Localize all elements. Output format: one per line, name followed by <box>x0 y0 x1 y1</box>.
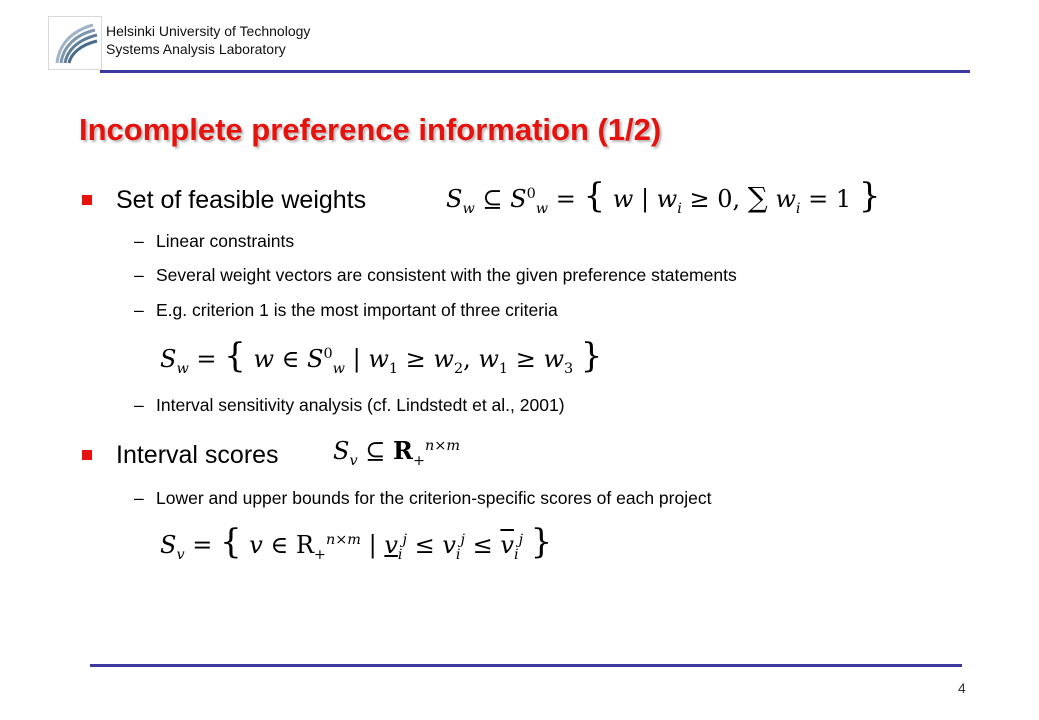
university-logo <box>48 16 102 70</box>
bullet-set-of-feasible-weights: Set of feasible weights <box>116 186 367 214</box>
criterion-example-formula: $S_w$ = { w ∈ $S^0_w$ | $w_1 \ge w_2$, $w_1 \ge w_3$ } <box>160 336 603 377</box>
subitem-lower-upper-bounds: – Lower and upper bounds for the criterion-specific scores of each project <box>134 488 712 508</box>
score-bounds-formula: $S_v$ = { v ∈ $R_+^{n\times m}$ | $v_i^j \le v_i^j \le \overline{v}_i^j$ } <box>160 522 553 563</box>
slide-title: Incomplete preference information (1/2) <box>79 112 662 147</box>
page-number: 4 <box>958 680 966 696</box>
interval-scores-formula: $S_v$ ⊆ $R_+^{n\times m}$ <box>333 436 460 469</box>
subitem-linear-constraints: – Linear constraints <box>134 231 295 251</box>
bullet-marker <box>82 450 92 460</box>
bullet-marker <box>82 195 92 205</box>
logo-swoosh-icon <box>49 17 101 69</box>
subitem-consistent-vectors: – Several weight vectors are consistent with the given preference statements <box>134 265 737 285</box>
subitem-interval-sensitivity: – Interval sensitivity analysis (cf. Lindstedt et al., 2001) <box>134 395 565 415</box>
institution-line-2: Systems Analysis Laboratory <box>106 41 286 57</box>
subitem-criterion-example: – E.g. criterion 1 is the most important of three criteria <box>134 300 558 320</box>
feasible-weights-formula: $S_w$ ⊆ $S^0_w$ = { w | $w_i \ge 0$, ∑ $w_i = 1$ } <box>446 176 881 217</box>
footer-divider <box>90 664 962 667</box>
institution-name <box>106 22 310 58</box>
institution-line-1: Helsinki University of Technology <box>106 23 311 39</box>
header-divider <box>100 70 970 73</box>
bullet-interval-scores: Interval scores <box>116 441 279 469</box>
